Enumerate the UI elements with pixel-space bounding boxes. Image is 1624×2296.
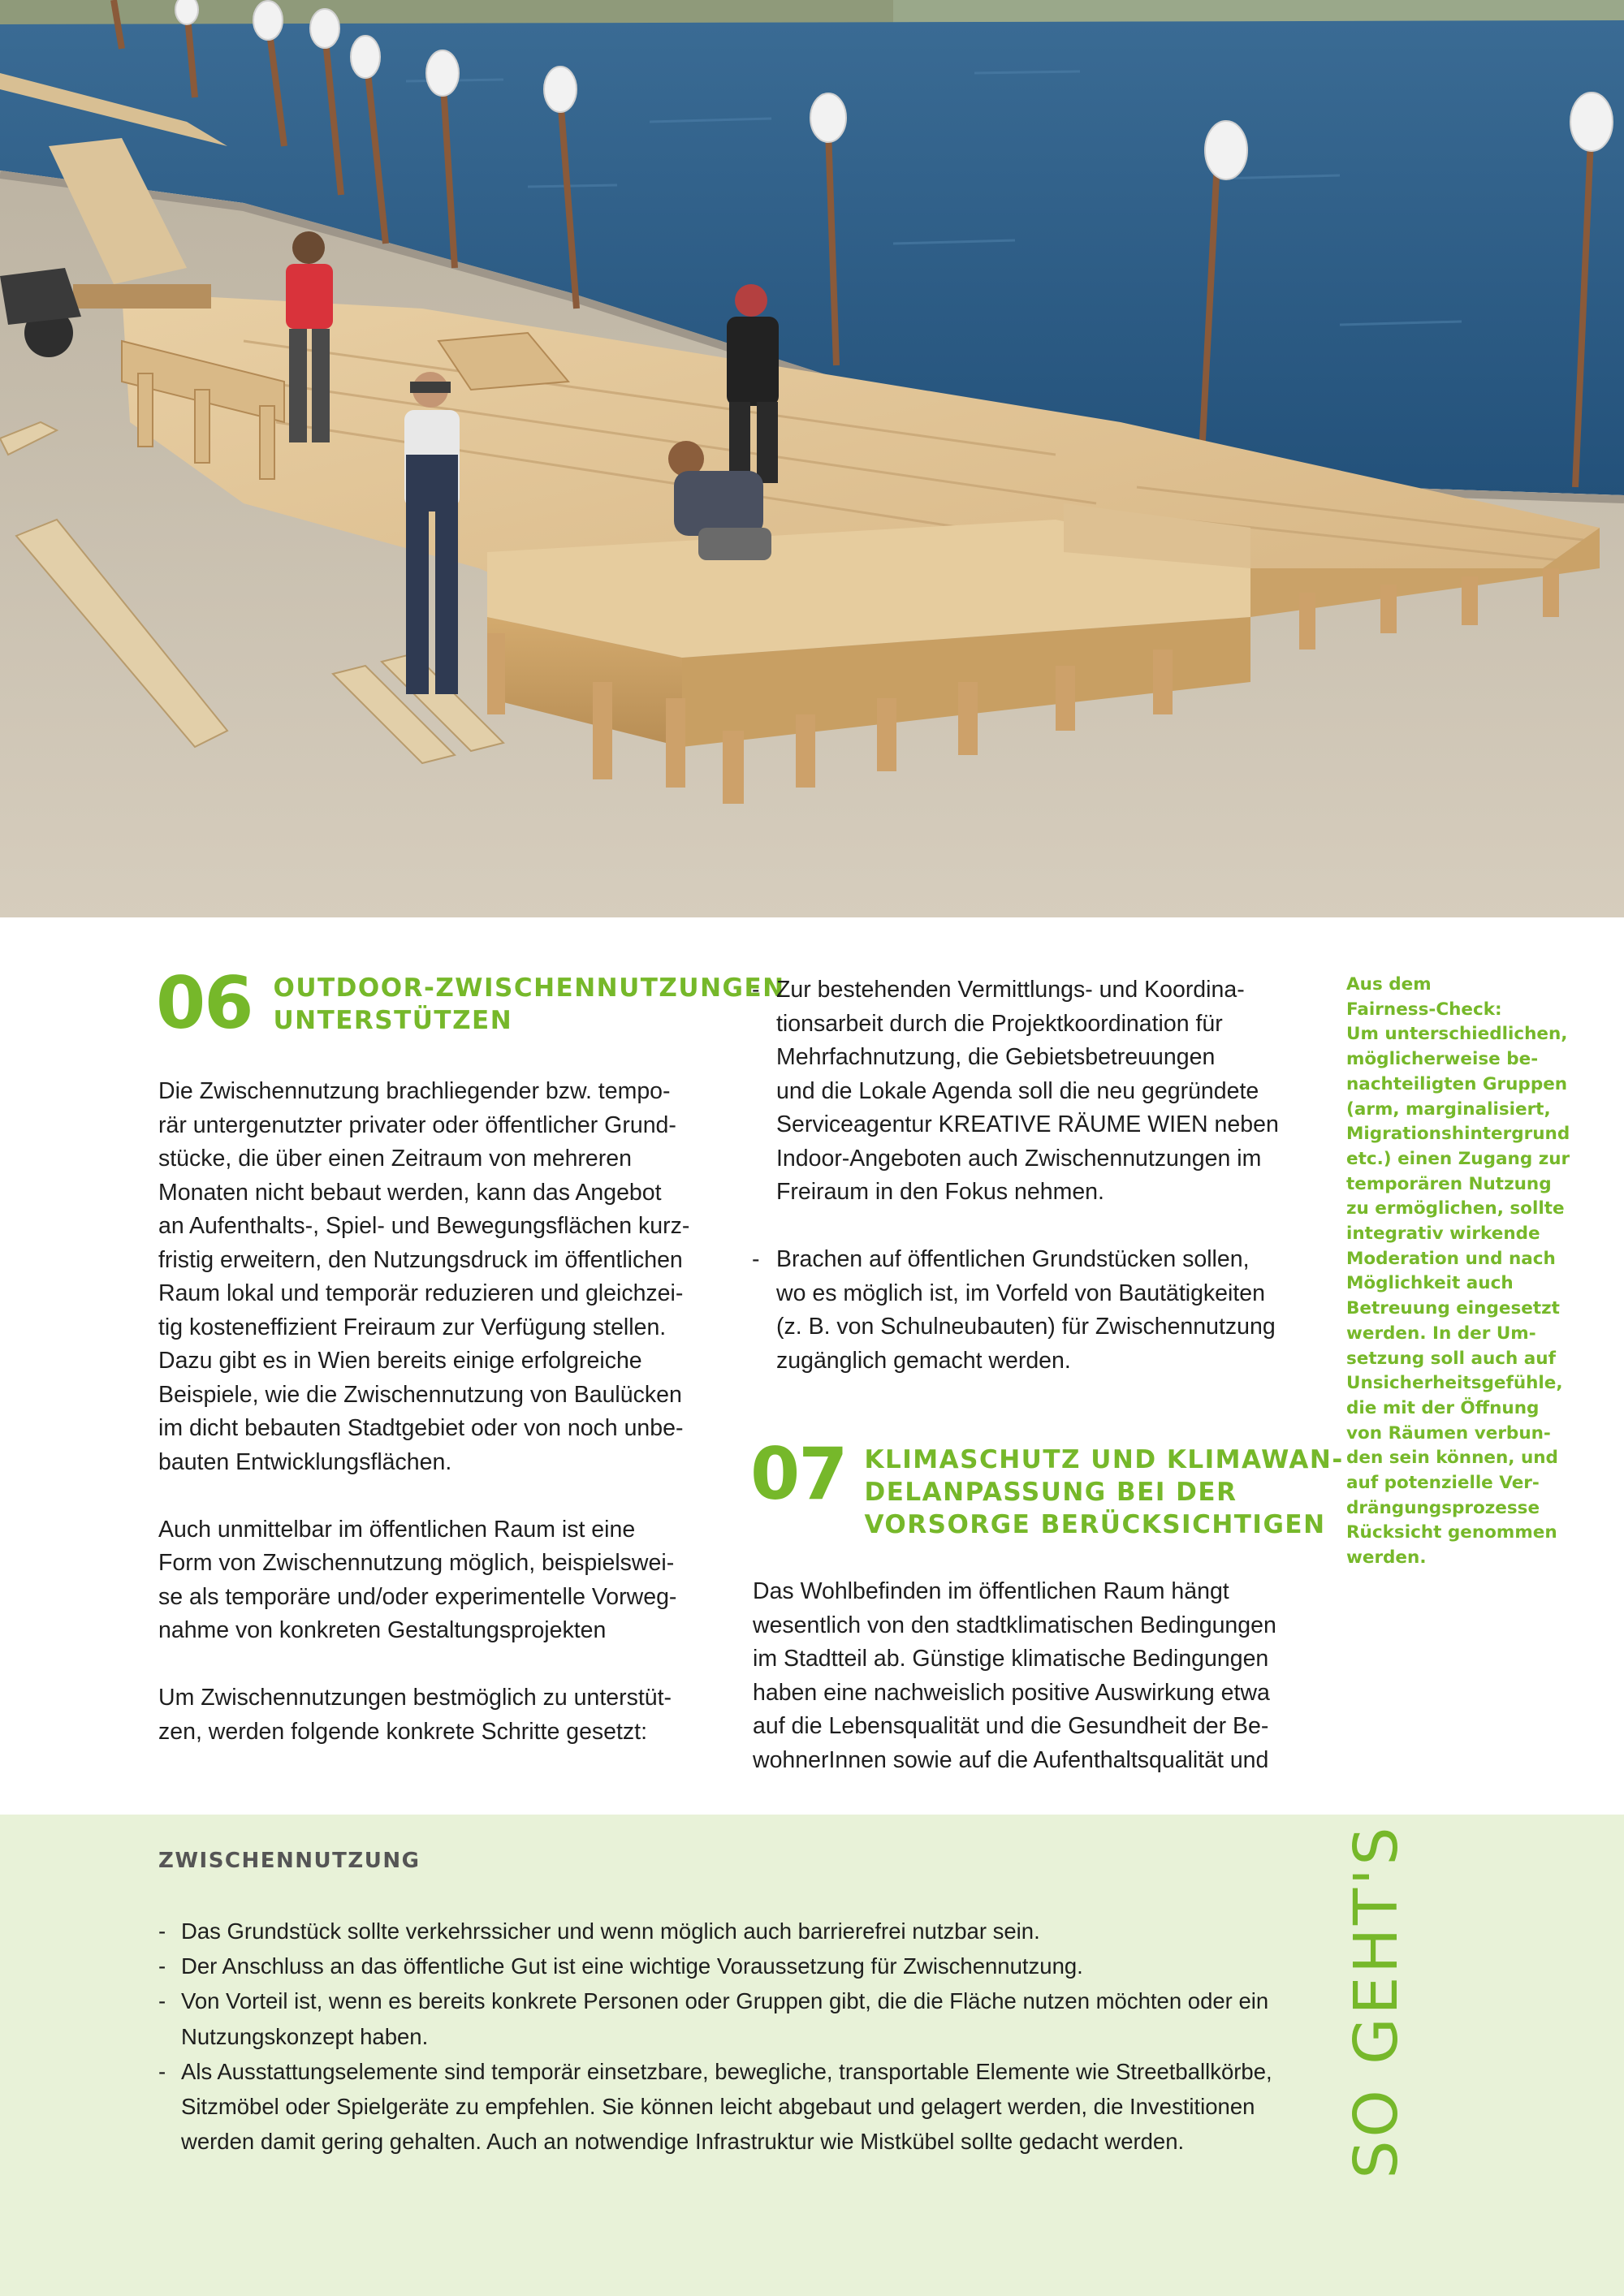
text-line: tionsarbeit durch die Projektkoordination für bbox=[776, 1010, 1223, 1037]
section-07-title bbox=[864, 1444, 1343, 1541]
sidenote-line: etc.) einen Zugang zur bbox=[1346, 1148, 1570, 1169]
text-line: werden damit gering gehalten. Auch an notwendige Infrastruktur wie Mistkübel sollte gedacht werden. bbox=[181, 2129, 1185, 2155]
text-line: Serviceagentur KREATIVE RÄUME WIEN neben bbox=[776, 1111, 1279, 1137]
text-line: nahme von konkreten Gestaltungsprojekten bbox=[158, 1617, 607, 1643]
section-07-heading bbox=[750, 1432, 1344, 1541]
hero-photo bbox=[0, 0, 1624, 917]
text-line: Raum lokal und temporär reduzieren und gleichzei- bbox=[158, 1280, 684, 1306]
sidenote-line: von Räumen verbun- bbox=[1346, 1422, 1551, 1444]
text-line: Das Wohlbefinden im öffentlichen Raum hängt bbox=[753, 1578, 1229, 1604]
text-line: - Von Vorteil ist, wenn es bereits konkrete Personen oder Gruppen gibt, die die Fläche nutzen möchten oder ein bbox=[181, 1988, 1269, 2014]
text-line: an Aufenthalts-, Spiel- und Bewegungsflächen kurz- bbox=[158, 1213, 690, 1239]
section-06-number: 06 bbox=[156, 961, 253, 1045]
section-06-paragraph-1 bbox=[158, 1075, 727, 1479]
sidenote-line: zu ermöglichen, sollte bbox=[1346, 1198, 1565, 1219]
section-06-heading bbox=[156, 961, 785, 1045]
sidenote-line: setzung soll auch auf bbox=[1346, 1348, 1556, 1369]
text-line: haben eine nachweislich positive Auswirkung etwa bbox=[753, 1679, 1270, 1706]
text-line: Beispiele, wie die Zwischennutzung von Baulücken bbox=[158, 1381, 682, 1408]
section-06-title-line: OUTDOOR-ZWISCHENNUTZUNGEN bbox=[273, 973, 785, 1003]
sidenote-line: Um unterschiedlichen, bbox=[1346, 1024, 1568, 1045]
so-gehts-text: SO GEHT'S bbox=[1341, 1823, 1411, 2179]
sidenote-line: den sein können, und bbox=[1346, 1448, 1558, 1469]
text-line: Sitzmöbel oder Spielgeräte zu empfehlen. Sie können leicht abgebaut und gelagert werden, die Investitionen bbox=[181, 2094, 1255, 2120]
text-line: (z. B. von Schulneubauten) für Zwischennutzung bbox=[776, 1314, 1276, 1340]
fairness-check-sidenote bbox=[1346, 973, 1590, 1571]
text-line: wohnerInnen sowie auf die Aufenthaltsqualität und bbox=[753, 1746, 1269, 1773]
text-line: Nutzungskonzept haben. bbox=[181, 2023, 429, 2049]
text-line: Form von Zwischennutzung möglich, beispielswei- bbox=[158, 1550, 675, 1576]
text-line: wesentlich von den stadtklimatischen Bedingungen bbox=[753, 1612, 1276, 1638]
sidenote-line: Betreuung eingesetzt bbox=[1346, 1298, 1560, 1319]
section-06-title bbox=[273, 972, 784, 1037]
text-line: - Brachen auf öffentlichen Grundstücken sollen, bbox=[776, 1246, 1250, 1272]
text-line: auf die Lebensqualität und die Gesundheit der Be- bbox=[753, 1713, 1269, 1739]
sidenote-line: Aus dem bbox=[1346, 974, 1432, 995]
bullet-item bbox=[752, 1243, 1320, 1378]
tip-box-heading: ZWISCHENNUTZUNG bbox=[158, 1849, 421, 1873]
tip-list bbox=[158, 1914, 1336, 2159]
tip-item bbox=[158, 1949, 1336, 1983]
text-line: Um Zwischennutzungen bestmöglich zu unterstüt- bbox=[158, 1685, 672, 1711]
text-line: Mehrfachnutzung, die Gebietsbetreuungen bbox=[776, 1044, 1216, 1070]
sidenote-line: Rücksicht genommen bbox=[1346, 1522, 1557, 1543]
text-line: - Als Ausstattungselemente sind temporär einsetzbare, bewegliche, transportable Elemente wie Streetballkörbe, bbox=[181, 2058, 1272, 2084]
sidenote-line: die mit der Öffnung bbox=[1346, 1397, 1540, 1418]
text-line: Monaten nicht bebaut werden, kann das Angebot bbox=[158, 1179, 662, 1206]
sidenote-line: Fairness-Check: bbox=[1346, 999, 1502, 1020]
sidenote-line: möglicherweise be- bbox=[1346, 1049, 1539, 1070]
sidenote-line: werden. bbox=[1346, 1547, 1427, 1569]
text-line: im dicht bebauten Stadtgebiet oder von noch unbe- bbox=[158, 1415, 684, 1441]
text-line: rär untergenutzter privater oder öffentlicher Grund- bbox=[158, 1111, 676, 1138]
text-line: Freiraum in den Fokus nehmen. bbox=[776, 1179, 1104, 1205]
text-line: Auch unmittelbar im öffentlichen Raum ist eine bbox=[158, 1516, 636, 1543]
section-06-title-line: UNTERSTÜTZEN bbox=[273, 1006, 513, 1035]
middle-column-bullets bbox=[752, 973, 1320, 1378]
work-table bbox=[73, 284, 211, 309]
tip-item bbox=[158, 1983, 1336, 2053]
text-line: se als temporäre und/oder experimentelle Vorweg- bbox=[158, 1583, 677, 1610]
text-line: Die Zwischennutzung brachliegender bzw. tempo- bbox=[158, 1078, 671, 1104]
section-07-number: 07 bbox=[750, 1432, 847, 1516]
sidenote-line: drängungsprozesse bbox=[1346, 1497, 1540, 1518]
sidenote-line: Unsicherheitsgefühle, bbox=[1346, 1373, 1563, 1394]
text-line: stücke, die über einen Zeitraum von mehreren bbox=[158, 1146, 632, 1172]
section-06-body bbox=[158, 1075, 727, 1749]
sidenote-line: auf potenzielle Ver- bbox=[1346, 1473, 1540, 1494]
section-07-body bbox=[753, 1575, 1321, 1777]
sidenote-line: Moderation und nach bbox=[1346, 1248, 1556, 1269]
text-line: zugänglich gemacht werden. bbox=[776, 1347, 1071, 1374]
text-line: bauten Entwicklungsflächen. bbox=[158, 1448, 452, 1475]
sidenote-line: werden. In der Um- bbox=[1346, 1323, 1536, 1344]
section-07-title-line: DELANPASSUNG BEI DER bbox=[864, 1478, 1237, 1507]
sidenote-line: Möglichkeit auch bbox=[1346, 1273, 1514, 1294]
text-line: Dazu gibt es in Wien bereits einige erfolgreiche bbox=[158, 1348, 642, 1374]
text-line: im Stadtteil ab. Günstige klimatische Bedingungen bbox=[753, 1646, 1269, 1672]
sidenote-line: temporären Nutzung bbox=[1346, 1173, 1552, 1194]
tip-item bbox=[158, 2054, 1336, 2160]
text-line: Indoor-Angeboten auch Zwischennutzungen im bbox=[776, 1145, 1262, 1172]
section-07-title-line: KLIMASCHUTZ UND KLIMAWAN- bbox=[864, 1445, 1344, 1474]
riverbank-construction-illustration bbox=[0, 0, 1624, 917]
sidenote-line: Migrationshintergrund bbox=[1346, 1124, 1570, 1145]
text-line: und die Lokale Agenda soll die neu gegründete bbox=[776, 1077, 1259, 1104]
section-07-paragraph bbox=[753, 1575, 1321, 1777]
bullet-item bbox=[752, 973, 1320, 1210]
text-line: fristig erweitern, den Nutzungsdruck im öffentlichen bbox=[158, 1246, 683, 1273]
text-line: tig kosteneffizient Freiraum zur Verfügung stellen. bbox=[158, 1314, 667, 1340]
text-line: wo es möglich ist, im Vorfeld von Bautätigkeiten bbox=[776, 1280, 1265, 1306]
tip-item bbox=[158, 1914, 1336, 1949]
text-line: - Der Anschluss an das öffentliche Gut ist eine wichtige Voraussetzung für Zwischennutzung. bbox=[181, 1953, 1083, 1979]
text-line: zen, werden folgende konkrete Schritte gesetzt: bbox=[158, 1718, 648, 1745]
section-06-paragraph-3 bbox=[158, 1681, 727, 1749]
so-gehts-label bbox=[1340, 1823, 1413, 2179]
sidenote-line: nachteiligten Gruppen bbox=[1346, 1073, 1568, 1094]
section-07-title-line: VORSORGE BERÜCKSICHTIGEN bbox=[864, 1510, 1326, 1539]
sidenote-line: (arm, marginalisiert, bbox=[1346, 1098, 1551, 1120]
text-line: - Zur bestehenden Vermittlungs- und Koordina- bbox=[776, 977, 1245, 1003]
text-line: - Das Grundstück sollte verkehrssicher und wenn möglich auch barrierefrei nutzbar sein. bbox=[181, 1918, 1040, 1944]
section-06-paragraph-2 bbox=[158, 1513, 727, 1648]
sidenote-line: integrativ wirkende bbox=[1346, 1224, 1540, 1245]
